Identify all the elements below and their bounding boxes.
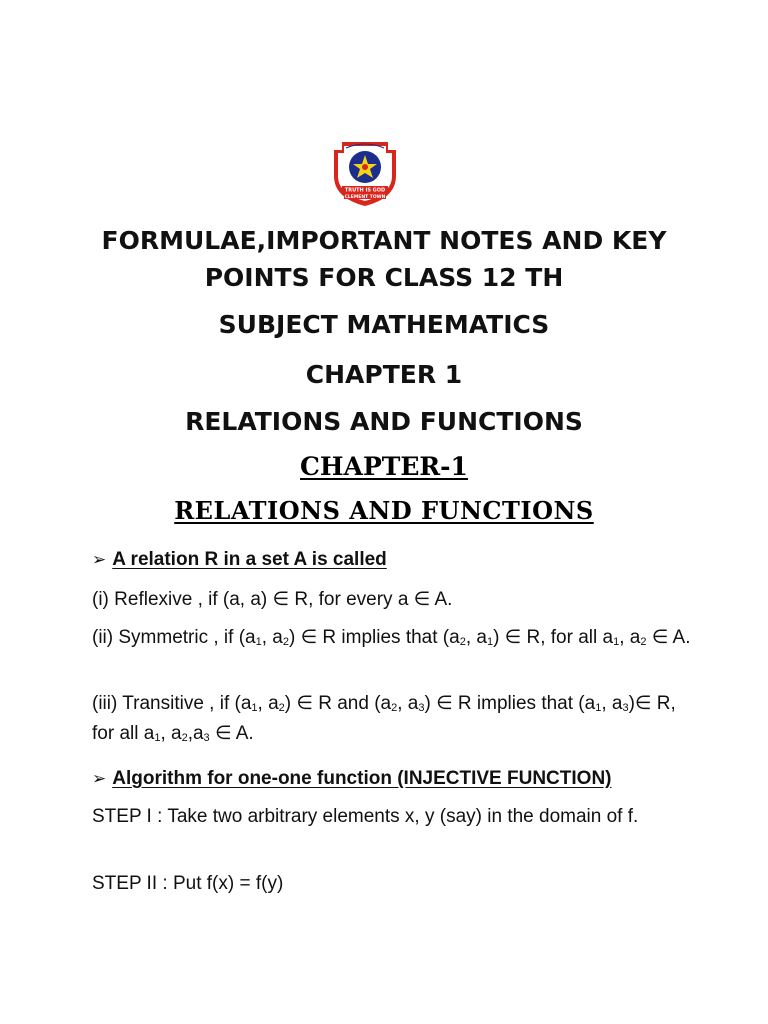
title-line-2: POINTS FOR CLASS 12 TH [204,263,564,292]
chapter-name-heading: RELATIONS AND FUNCTIONS [185,407,583,436]
title-line-1: FORMULAE,IMPORTANT NOTES AND KEY [101,226,667,255]
arrow-bullet-icon: ➢ [92,769,107,788]
chapter-name-alt-heading: RELATIONS AND FUNCTIONS [174,496,594,525]
injective-section-heading [92,764,692,794]
document-title [0,222,768,296]
logo-banner-line1: TRUTH IS GOD [344,187,386,194]
chapter-heading: CHAPTER 1 [305,360,463,389]
symmetric-definition: (ii) Symmetric , if ($a_1$, $a_2$) ∈ R implies that ($a_2$, $a_1$) ∈ R, for all $a_1$, $a_2$ ∈ A. [92,627,691,648]
school-crest-icon [330,136,400,208]
relation-section-heading [92,545,692,575]
injective-heading-label: Algorithm for one-one function (INJECTIVE FUNCTION) [112,768,612,789]
school-logo [330,136,400,208]
chapter-alt-heading: CHAPTER-1 [300,452,468,481]
subject-heading: SUBJECT MATHEMATICS [218,310,550,339]
transitive-definition: (iii) Transitive , if ($a_1$, $a_2$) ∈ R and ($a_2$, $a_3$) ∈ R implies that ($a_1$, $a_3)\in$ R, for all $a_1$, $a_2,a_3$ ∈ A. [92,693,676,744]
step-1: STEP I : Take two arbitrary elements x, y (say) in the domain of f. [92,806,639,827]
arrow-bullet-icon: ➢ [92,550,107,569]
relation-heading-label: A relation R in a set A is called [112,549,387,570]
reflexive-definition: (i) Reflexive , if (a, a) ∈ R, for every a ∈ A. [92,589,453,610]
step-2: STEP II : Put f(x) = f(y) [92,873,284,894]
logo-banner-line2: CLEMENT TOWN [344,195,386,200]
